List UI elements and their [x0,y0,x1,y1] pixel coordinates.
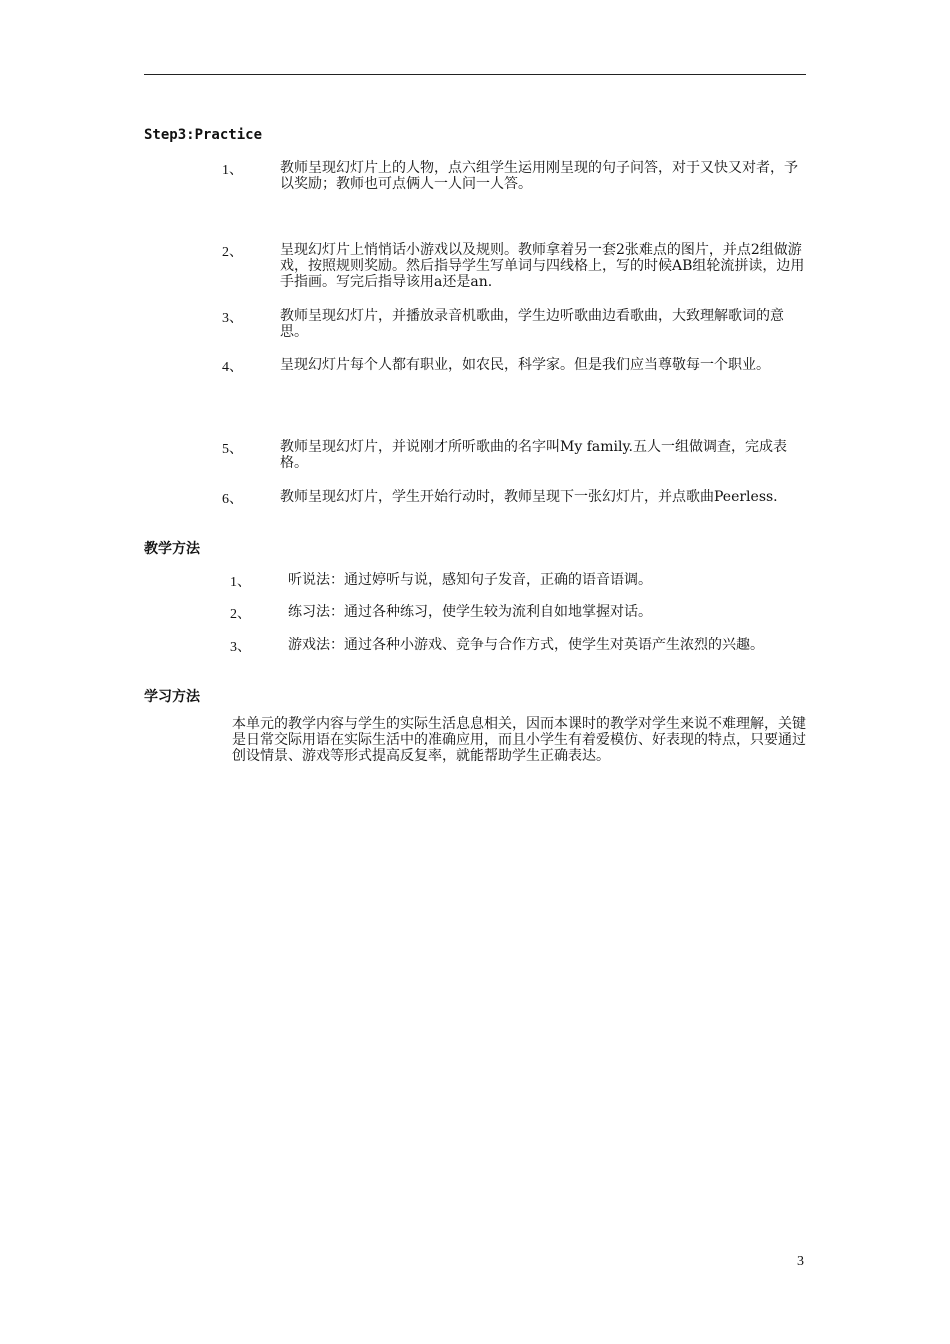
item-text: 游戏法：通过各种小游戏、竞争与合作方式，使学生对英语产生浓烈的兴趣。 [288,637,764,653]
header-rule [144,74,806,75]
item-number: 1、 [222,163,243,178]
item-text: 呈现幻灯片上悄悄话小游戏以及规则。教师拿着另一套2张难点的图片，并点2组做游戏，按照规则奖励。然后指导学生写单词与四线格上，写的时候AB组轮流拼读，边用手指画。写完后指导该用a还是an. [280,242,805,290]
item-text: 教师呈现幻灯片，并播放录音机歌曲，学生边听歌曲边看歌曲，大致理解歌词的意思。 [280,308,784,340]
teaching-methods-heading: 教学方法 [144,541,200,557]
item-number: 3、 [230,640,251,655]
item-text: 教师呈现幻灯片，学生开始行动时，教师呈现下一张幻灯片，并点歌曲Peerless. [280,489,778,505]
page-number: 3 [797,1254,804,1269]
item-text: 教师呈现幻灯片上的人物，点六组学生运用刚呈现的句子问答，对于又快又对者，予以奖励；教师也可点俩人一人问一人答。 [280,160,798,192]
item-text: 听说法：通过婷听与说，感知句子发音，正确的语音语调。 [288,572,652,588]
item-number: 2、 [222,245,243,260]
item-number: 3、 [222,311,243,326]
item-number: 2、 [230,607,251,622]
item-number: 6、 [222,492,243,507]
practice-heading: Step3:Practice [144,127,263,143]
item-text: 教师呈现幻灯片，并说刚才所听歌曲的名字叫My family.五人一组做调查，完成表格。 [280,439,787,471]
item-number: 4、 [222,360,243,375]
item-number: 1、 [230,575,251,590]
learning-methods-heading: 学习方法 [144,689,200,705]
item-text: 练习法：通过各种练习，使学生较为流利自如地掌握对话。 [288,604,652,620]
item-text: 呈现幻灯片每个人都有职业，如农民，科学家。但是我们应当尊敬每一个职业。 [280,357,770,373]
learning-methods-paragraph: 本单元的教学内容与学生的实际生活息息相关，因而本课时的教学对学生来说不难理解，关键是日常交际用语在实际生活中的准确应用，而且小学生有着爱模仿、好表现的特点，只要通过创设情景、游戏等形式提高反复率，就能帮助学生正确表达。 [232,716,806,764]
item-number: 5、 [222,442,243,457]
